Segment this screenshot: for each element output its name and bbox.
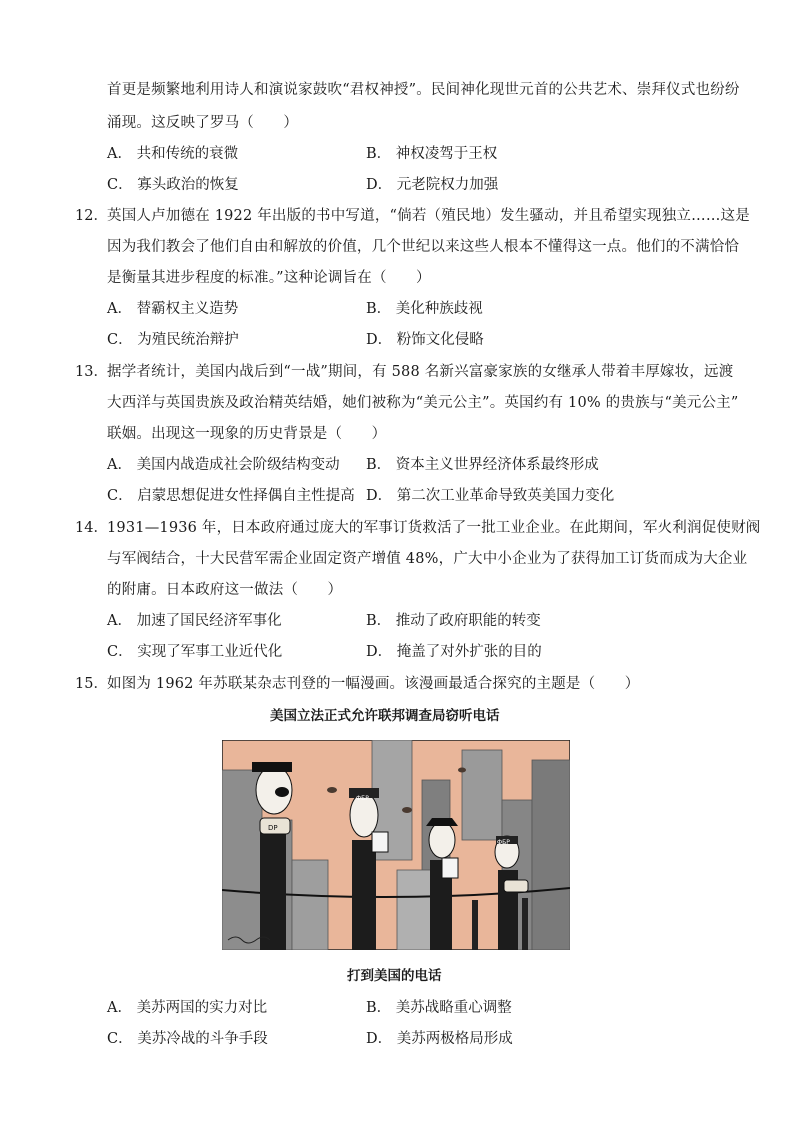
q13-line-1: 据学者统计，美国内战后到“一战”期间，有 588 名新兴富豪家族的女继承人带着丰厚嫁妆，远渡	[107, 364, 734, 380]
q15-option-d[interactable]: D． 美苏两极格局形成	[366, 1031, 513, 1047]
q15-option-c[interactable]: C． 美苏冷战的斗争手段	[107, 1031, 268, 1047]
q14-line-3: 的附庸。日本政府这一做法（ ）	[107, 582, 343, 598]
q13-option-d[interactable]: D． 第二次工业革命导致英美国力变化	[366, 488, 615, 504]
q13-option-a[interactable]: A． 美国内战造成社会阶级结构变动	[107, 457, 340, 473]
q13-number: 13．	[75, 364, 108, 380]
q11-option-b[interactable]: B． 神权凌驾于王权	[366, 146, 498, 162]
q15-option-a[interactable]: A． 美苏两国的实力对比	[107, 1000, 268, 1016]
q14-line-2: 与军阀结合，十大民营军需企业固定资产增值 48%，广大中小企业为了获得加工订货而成为大企业	[107, 551, 748, 567]
q12-option-c[interactable]: C． 为殖民统治辩护	[107, 332, 239, 348]
q12-option-d[interactable]: D． 粉饰文化侵略	[366, 332, 484, 348]
q12-option-b[interactable]: B． 美化种族歧视	[366, 301, 483, 317]
q14-option-d[interactable]: D． 掩盖了对外扩张的目的	[366, 644, 542, 660]
cartoon-caption-bottom: 打到美国的电话	[347, 968, 442, 984]
q11-option-a[interactable]: A． 共和传统的衰微	[107, 146, 239, 162]
cartoon-caption-top: 美国立法正式允许联邦调查局窃听电话	[270, 708, 500, 724]
q12-number: 12．	[75, 208, 108, 224]
q11-option-d[interactable]: D． 元老院权力加强	[366, 177, 499, 193]
q12-option-a[interactable]: A． 替霸权主义造势	[107, 301, 239, 317]
q12-line-1: 英国人卢加德在 1922 年出版的书中写道，“倘若（殖民地）发生骚动，并且希望实现独立……这是	[107, 208, 750, 224]
q15-line-1: 如图为 1962 年苏联某杂志刊登的一幅漫画。该漫画最适合探究的主题是（ ）	[107, 676, 640, 692]
q14-option-a[interactable]: A． 加速了国民经济军事化	[107, 613, 282, 629]
q13-line-2: 大西洋与英国贵族及政治精英结婚，她们被称为“美元公主”。英国约有 10% 的贵族与“美元公主”	[107, 395, 739, 411]
q11-line-2: 涌现。这反映了罗马（ ）	[107, 115, 299, 131]
q11-line-1: 首更是频繁地利用诗人和演说家鼓吹“君权神授”。民间神化现世元首的公共艺术、崇拜仪式也纷纷	[107, 82, 740, 98]
q14-line-1: 1931—1936 年，日本政府通过庞大的军事订货救活了一批工业企业。在此期间，军火利润促使财阀	[107, 520, 761, 536]
q14-option-c[interactable]: C． 实现了军事工业近代化	[107, 644, 283, 660]
q15-number: 15．	[75, 676, 108, 692]
q14-number: 14．	[75, 520, 108, 536]
cartoon-image	[222, 740, 570, 950]
badge-2: ФБР	[356, 795, 369, 802]
q14-option-b[interactable]: B． 推动了政府职能的转变	[366, 613, 541, 629]
q13-line-3: 联姻。出现这一现象的历史背景是（ ）	[107, 426, 387, 442]
q12-line-2: 因为我们教会了他们自由和解放的价值，几个世纪以来这些人根本不懂得这一点。他们的不满恰恰	[107, 239, 740, 255]
q12-line-3: 是衡量其进步程度的标准。”这种论调旨在（ ）	[107, 270, 431, 286]
q13-option-c[interactable]: C． 启蒙思想促进女性择偶自主性提高	[107, 488, 355, 504]
q11-option-c[interactable]: C． 寡头政治的恢复	[107, 177, 239, 193]
badge-1: DP	[268, 824, 278, 832]
badge-3: ФБР	[497, 839, 510, 846]
q13-option-b[interactable]: B． 资本主义世界经济体系最终形成	[366, 457, 599, 473]
q15-option-b[interactable]: B． 美苏战略重心调整	[366, 1000, 512, 1016]
